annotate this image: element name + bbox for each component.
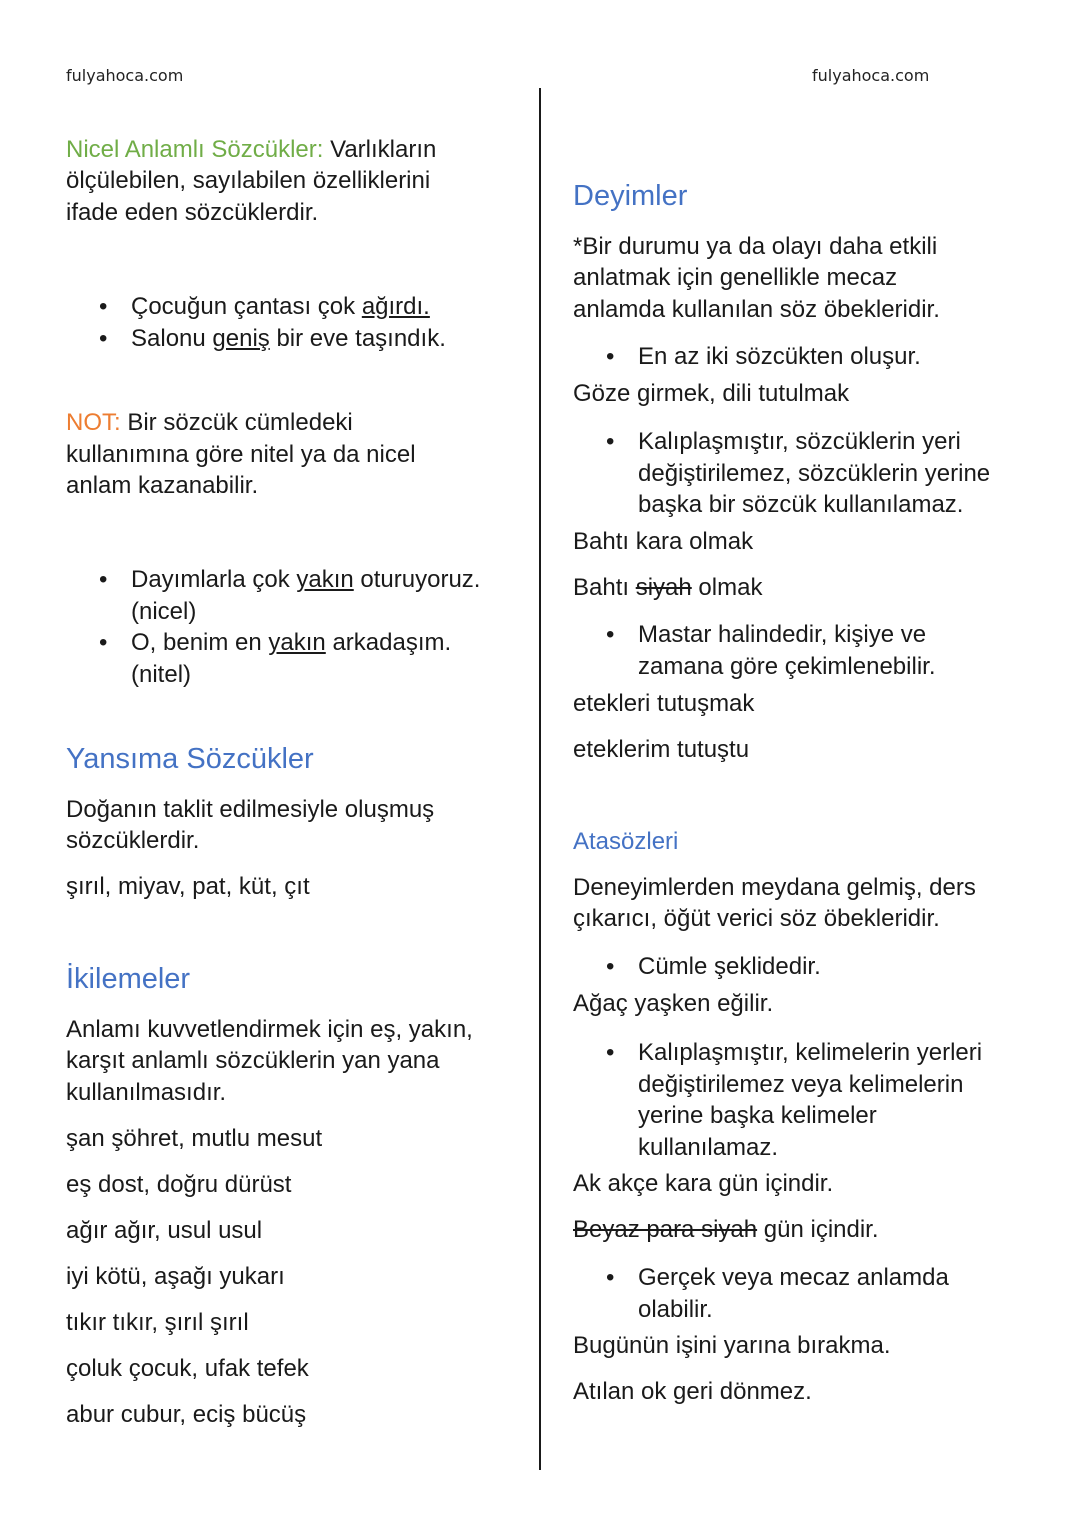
ikileme-example: şan şöhret, mutlu mesut (66, 1125, 323, 1152)
list-item: • Dayımlarla çok yakın oturuyoruz. (131, 564, 480, 596)
note-line3: anlam kazanabilir. (66, 472, 259, 499)
note-line2: kullanımına göre nitel ya da nicel (66, 441, 416, 468)
list-item-continuation: olabilir. (638, 1295, 713, 1323)
deyimler-desc-line1: *Bir durumu ya da olayı daha etkili (573, 233, 938, 260)
header-site-right: fulyahoca.com (812, 66, 930, 85)
deyim-example: Göze girmek, dili tutulmak (573, 380, 850, 407)
list-item: • En az iki sözcükten oluşur. (638, 341, 921, 373)
deyim-example-struck: Bahtı siyah olmak (573, 574, 763, 601)
list-item-continuation: değiştirilemez, sözcüklerin yerine (638, 459, 991, 487)
atasozu-example-struck: Beyaz para siyah gün içindir. (573, 1216, 879, 1243)
ikileme-example: çoluk çocuk, ufak tefek (66, 1355, 309, 1382)
ikileme-example: abur cubur, eciş bücüş (66, 1401, 307, 1428)
nicel-definition-line3: ifade eden sözcüklerdir. (66, 199, 319, 226)
atasozleri-desc-line2: çıkarıcı, öğüt verici söz öbekleridir. (573, 905, 940, 932)
atasozu-example: Atılan ok geri dönmez. (573, 1378, 812, 1405)
atasozu-example: Ak akçe kara gün içindir. (573, 1170, 834, 1197)
deyimler-bullet-1 (638, 341, 921, 373)
list-item-continuation: yerine başka kelimeler (638, 1102, 877, 1129)
ikileme-example: eş dost, doğru dürüst (66, 1171, 292, 1198)
atasozu-example: Bugünün işini yarına bırakma. (573, 1332, 891, 1359)
atasozleri-bullet-2 (638, 1037, 982, 1163)
header-site-left: fulyahoca.com (66, 66, 184, 85)
atasozu-example: Ağaç yaşken eğilir. (573, 990, 774, 1017)
deyimler-bullet-2 (638, 426, 990, 521)
nicel-label: Nicel Anlamlı Sözcükler: (66, 136, 324, 163)
list-item: • Gerçek veya mecaz anlamda (638, 1262, 949, 1294)
atasozleri-desc-line1: Deneyimlerden meydana gelmiş, ders (573, 874, 976, 901)
list-item-continuation: (nitel) (131, 660, 192, 688)
list-item: • Salonu geniş bir eve taşındık. (131, 323, 446, 355)
nitel-nicel-examples-list (131, 564, 480, 690)
list-item: • Cümle şeklidedir. (638, 951, 821, 983)
yansima-desc-line1: Doğanın taklit edilmesiyle oluşmuş (66, 796, 435, 823)
ikilemeler-heading: İkilemeler (66, 963, 191, 995)
ikileme-example: ağır ağır, usul usul (66, 1217, 263, 1244)
list-item: • Çocuğun çantası çok ağırdı. (131, 291, 446, 323)
yansima-example: şırıl, miyav, pat, küt, çıt (66, 873, 310, 900)
atasozleri-heading: Atasözleri (573, 828, 679, 855)
deyimler-bullet-3 (638, 619, 935, 682)
list-item: • Mastar halindedir, kişiye ve (638, 619, 935, 651)
deyimler-heading: Deyimler (573, 180, 688, 212)
nicel-definition-line2: ölçülebilen, sayılabilen özelliklerini (66, 167, 431, 194)
list-item: • Kalıplaşmıştır, sözcüklerin yeri (638, 426, 990, 458)
list-item-continuation: kullanılamaz. (638, 1133, 779, 1161)
deyimler-desc-line2: anlatmak için genellikle mecaz (573, 264, 898, 291)
deyim-example: etekleri tutuşmak (573, 690, 755, 717)
note-line1: NOT: Bir sözcük cümledeki (66, 409, 353, 436)
nicel-examples-list (131, 291, 446, 354)
ikilemeler-desc-line2: karşıt anlamlı sözcüklerin yan yana (66, 1047, 440, 1074)
atasozleri-bullet-1 (638, 951, 821, 983)
note-label: NOT: (66, 409, 121, 436)
atasozleri-bullet-3 (638, 1262, 949, 1325)
list-item: • O, benim en yakın arkadaşım. (131, 627, 480, 659)
deyim-example: Bahtı kara olmak (573, 528, 754, 555)
deyim-example: eteklerim tutuştu (573, 736, 750, 763)
list-item: • Kalıplaşmıştır, kelimelerin yerleri (638, 1037, 982, 1069)
ikilemeler-desc-line3: kullanılmasıdır. (66, 1079, 227, 1106)
list-item-continuation: (nicel) (131, 597, 197, 625)
yansima-heading: Yansıma Sözcükler (66, 743, 314, 775)
list-item-continuation: başka bir sözcük kullanılamaz. (638, 491, 964, 518)
ikileme-example: tıkır tıkır, şırıl şırıl (66, 1309, 249, 1336)
column-divider (539, 88, 541, 1470)
ikilemeler-desc-line1: Anlamı kuvvetlendirmek için eş, yakın, (66, 1016, 473, 1043)
list-item-continuation: değiştirilemez veya kelimelerin (638, 1070, 964, 1098)
ikileme-example: iyi kötü, aşağı yukarı (66, 1263, 285, 1290)
nicel-definition-line1: Nicel Anlamlı Sözcükler: Varlıkların (66, 136, 437, 163)
deyimler-desc-line3: anlamda kullanılan söz öbekleridir. (573, 296, 940, 323)
yansima-desc-line2: sözcüklerdir. (66, 827, 200, 854)
list-item-continuation: zamana göre çekimlenebilir. (638, 652, 936, 680)
